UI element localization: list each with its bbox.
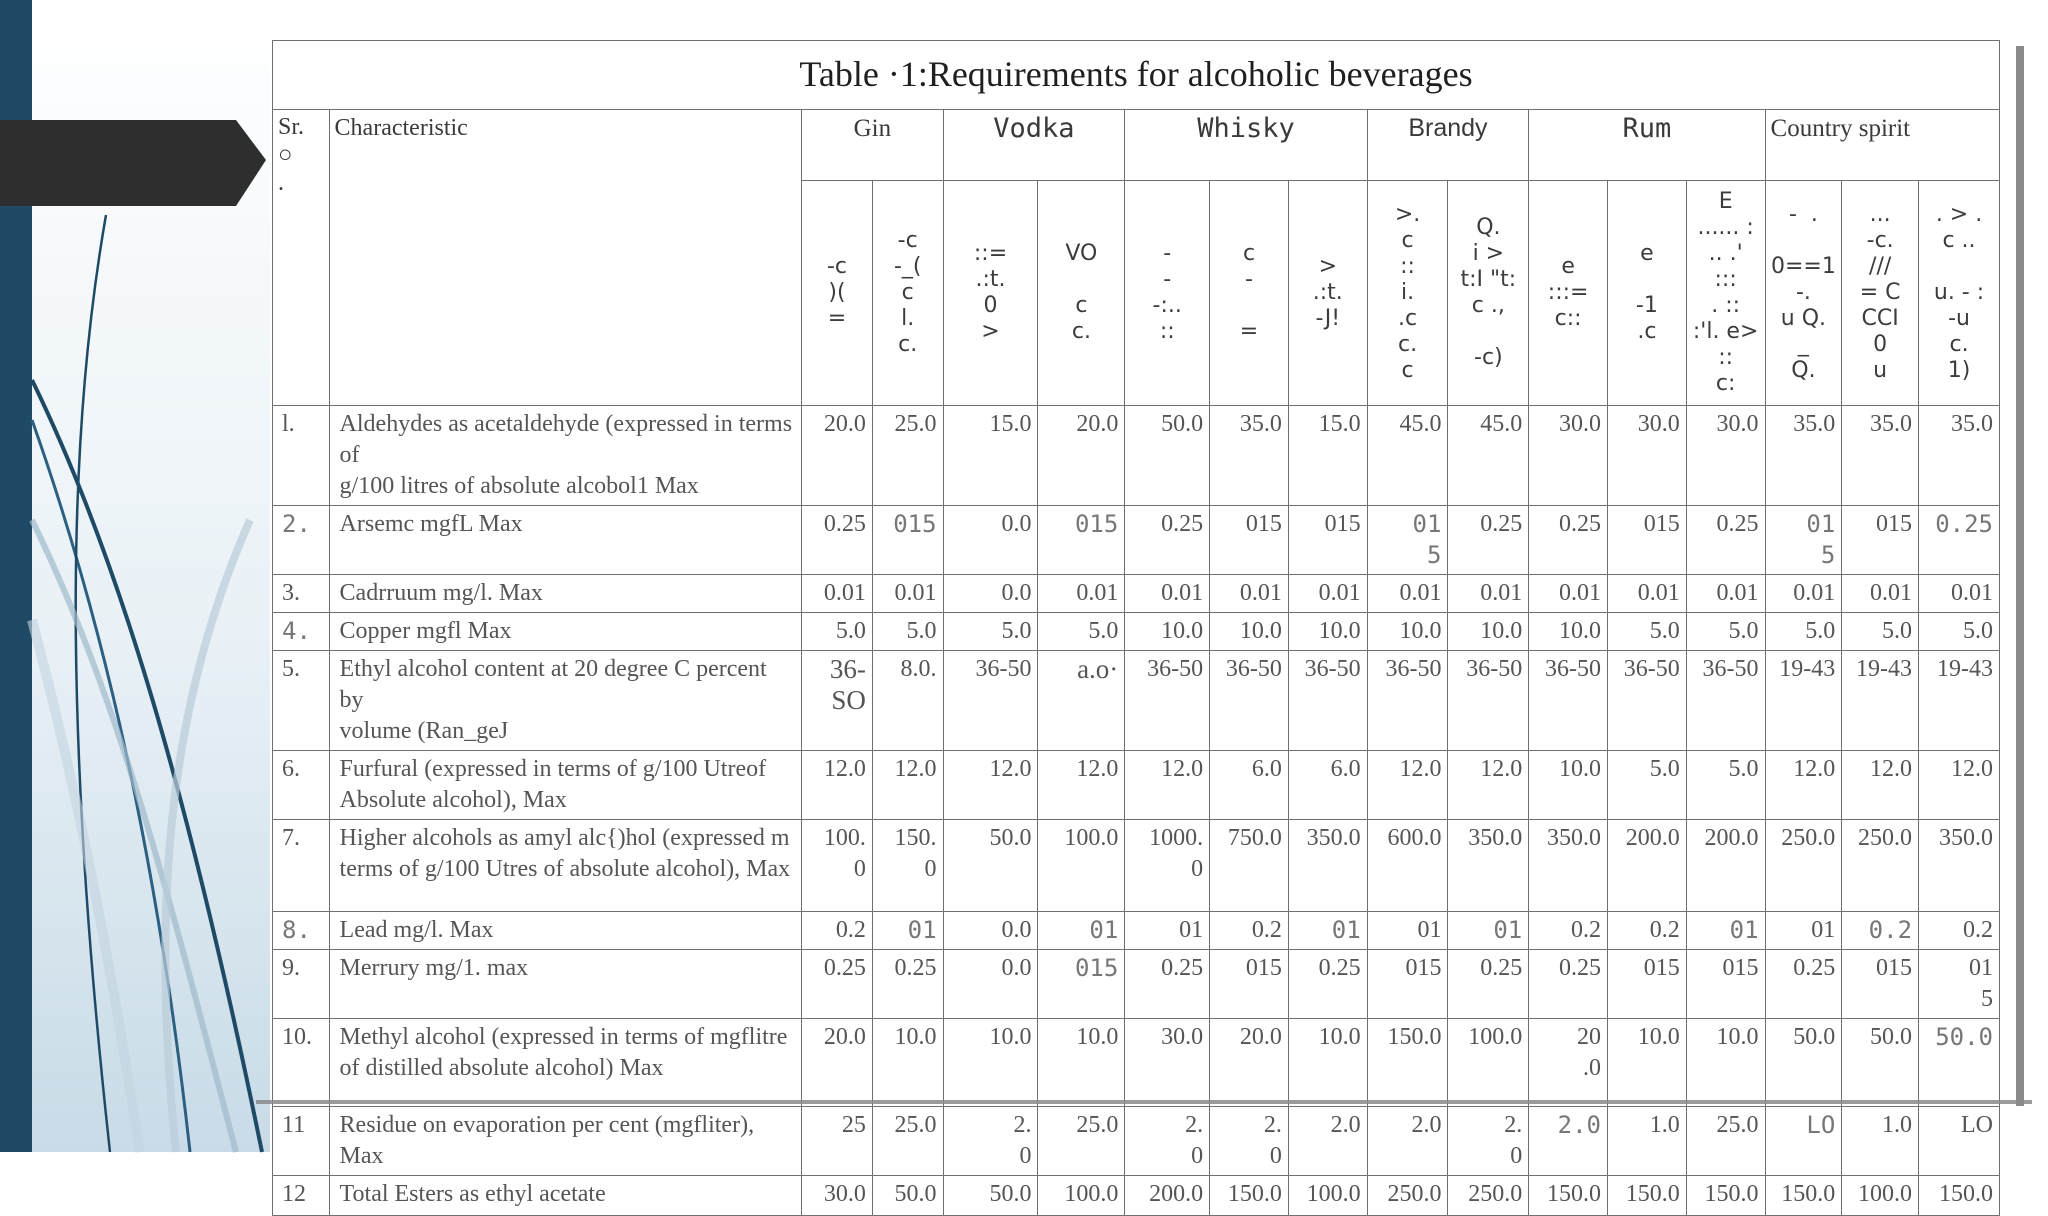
value-cell: 100. 0 [802, 820, 873, 912]
value-cell: 10.0 [1608, 1019, 1687, 1107]
table-row [273, 1176, 2000, 1216]
value-cell: 250.0 [1448, 1176, 1529, 1216]
value-cell: 36-50 [1367, 651, 1448, 751]
value-cell: 20.0 [1038, 406, 1125, 506]
value-cell: 12.0 [1448, 751, 1529, 820]
decorative-swoosh-background [0, 0, 270, 1152]
value-cell: 36-50 [1608, 651, 1687, 751]
grade-subheader: ... -c. /// = C CCI 0 u [1842, 181, 1919, 406]
table-row [273, 1019, 2000, 1107]
value-cell: 8.0. [872, 651, 943, 751]
table-row [273, 406, 2000, 506]
value-cell: 36-50 [1686, 651, 1765, 751]
value-cell: 35.0 [1919, 406, 2000, 506]
value-cell: 0.01 [1765, 575, 1842, 613]
value-cell: 0.01 [1608, 575, 1687, 613]
value-cell: 0.25 [802, 950, 873, 1019]
value-cell: 250.0 [1842, 820, 1919, 912]
serial-number-cell: 4. [273, 613, 330, 651]
value-cell: 12.0 [1919, 751, 2000, 820]
value-cell: 0.01 [1529, 575, 1608, 613]
characteristic-cell: Cadrruum mg/l. Max [329, 575, 802, 613]
value-cell: 0.01 [1842, 575, 1919, 613]
value-cell: 2. 0 [1210, 1107, 1289, 1176]
beverage-group-header: Gin [802, 110, 943, 181]
characteristic-cell: Methyl alcohol (expressed in terms of mgflitre of distilled absolute alcohol) Max [329, 1019, 802, 1107]
table-row [273, 613, 2000, 651]
value-cell: 30.0 [1125, 1019, 1210, 1107]
value-cell: 36- SO [802, 651, 873, 751]
value-cell: 0.25 [1448, 506, 1529, 575]
value-cell: 10.0 [1038, 1019, 1125, 1107]
value-cell: 0.01 [1686, 575, 1765, 613]
value-cell: 36-50 [1448, 651, 1529, 751]
value-cell: 50.0 [943, 1176, 1038, 1216]
value-cell: 10.0 [1367, 613, 1448, 651]
value-cell: 015 [1367, 950, 1448, 1019]
value-cell: 19-43 [1842, 651, 1919, 751]
grade-subheader: -c )( = [802, 181, 873, 406]
value-cell: 12.0 [872, 751, 943, 820]
value-cell: 0.0 [943, 912, 1038, 950]
serial-number-cell: 8. [273, 912, 330, 950]
value-cell: 36-50 [943, 651, 1038, 751]
value-cell: 5.0 [1686, 751, 1765, 820]
grade-subheader: - - -:.. :: [1125, 181, 1210, 406]
grade-subheader: . > . c .. u. - : -u c. 1) [1919, 181, 2000, 406]
value-cell: 0.25 [1529, 506, 1608, 575]
value-cell: 12.0 [802, 751, 873, 820]
value-cell: 1.0 [1608, 1107, 1687, 1176]
serial-number-cell: 6. [273, 751, 330, 820]
value-cell: 0.25 [802, 506, 873, 575]
value-cell: 6.0 [1210, 751, 1289, 820]
value-cell: 5.0 [1842, 613, 1919, 651]
value-cell: 150.0 [1529, 1176, 1608, 1216]
grade-subheader: e :::= c:: [1529, 181, 1608, 406]
beverage-group-header: Whisky [1125, 110, 1367, 181]
value-cell: 350.0 [1288, 820, 1367, 912]
value-cell: 015 [1038, 950, 1125, 1019]
value-cell: 15.0 [1288, 406, 1367, 506]
value-cell: 200.0 [1686, 820, 1765, 912]
beverage-group-header: Vodka [943, 110, 1125, 181]
value-cell: 50.0 [872, 1176, 943, 1216]
characteristic-cell: Lead mg/l. Max [329, 912, 802, 950]
characteristic-cell: Copper mgfl Max [329, 613, 802, 651]
value-cell: 36-50 [1529, 651, 1608, 751]
value-cell: 20.0 [802, 1019, 873, 1107]
table-row [273, 751, 2000, 820]
value-cell: 0.01 [1210, 575, 1289, 613]
value-cell: 30.0 [1686, 406, 1765, 506]
value-cell: 0.01 [1448, 575, 1529, 613]
value-cell: 5.0 [1686, 613, 1765, 651]
value-cell: 150.0 [1608, 1176, 1687, 1216]
value-cell: 01 [1765, 912, 1842, 950]
serial-number-header: Sr. ○ . [273, 110, 330, 406]
value-cell: 5.0 [1919, 613, 2000, 651]
value-cell: 0.25 [1288, 950, 1367, 1019]
value-cell: 2. 0 [943, 1107, 1038, 1176]
value-cell: 0.2 [1210, 912, 1289, 950]
grade-subheader: - . 0==1 -. u Q. _ Q. [1765, 181, 1842, 406]
value-cell: 750.0 [1210, 820, 1289, 912]
value-cell: 0.01 [872, 575, 943, 613]
value-cell: 5.0 [1765, 613, 1842, 651]
value-cell: 6.0 [1288, 751, 1367, 820]
value-cell: 12.0 [1367, 751, 1448, 820]
value-cell: 5.0 [1038, 613, 1125, 651]
characteristic-header: Characteristic [329, 110, 802, 406]
value-cell: 25.0 [872, 1107, 943, 1176]
value-cell: 350.0 [1919, 820, 2000, 912]
value-cell: 015 [1038, 506, 1125, 575]
value-cell: 0.25 [1529, 950, 1608, 1019]
value-cell: 30.0 [802, 1176, 873, 1216]
value-cell: 35.0 [1210, 406, 1289, 506]
value-cell: 10.0 [1529, 613, 1608, 651]
value-cell: 0.25 [1448, 950, 1529, 1019]
value-cell: 01 [1686, 912, 1765, 950]
table-row [273, 1107, 2000, 1176]
value-cell: 50.0 [1842, 1019, 1919, 1107]
characteristic-cell: Total Esters as ethyl acetate [329, 1176, 802, 1216]
value-cell: 25 [802, 1107, 873, 1176]
value-cell: 150. 0 [872, 820, 943, 912]
value-cell: 50.0 [1765, 1019, 1842, 1107]
value-cell: 0.2 [802, 912, 873, 950]
value-cell: 45.0 [1448, 406, 1529, 506]
value-cell: 0.01 [802, 575, 873, 613]
table-row [273, 912, 2000, 950]
table-row [273, 575, 2000, 613]
value-cell: 50.0 [943, 820, 1038, 912]
title-banner [0, 120, 266, 206]
value-cell: 01 [1288, 912, 1367, 950]
value-cell: 100.0 [1448, 1019, 1529, 1107]
value-cell: 250.0 [1765, 820, 1842, 912]
characteristic-cell: Higher alcohols as amyl alc{)hol (expressed m terms of g/100 Utres of absolute alcohol), Max [329, 820, 802, 912]
value-cell: 01 5 [1367, 506, 1448, 575]
serial-number-cell: 2. [273, 506, 330, 575]
table-row [273, 820, 2000, 912]
value-cell: 01 [1038, 912, 1125, 950]
value-cell: 20.0 [802, 406, 873, 506]
grade-subheader: -c -_( c l. c. [872, 181, 943, 406]
characteristic-cell: Ethyl alcohol content at 20 degree C percent by volume (Ran_geJ [329, 651, 802, 751]
value-cell: a.o· [1038, 651, 1125, 751]
value-cell: 015 [1842, 506, 1919, 575]
serial-number-cell: l. [273, 406, 330, 506]
value-cell: 01 [1448, 912, 1529, 950]
value-cell: 10.0 [1686, 1019, 1765, 1107]
serial-number-cell: 5. [273, 651, 330, 751]
grade-subheader: >. c :: i. .c c. c [1367, 181, 1448, 406]
value-cell: 0.25 [1765, 950, 1842, 1019]
value-cell: 12.0 [1038, 751, 1125, 820]
slide-rule-horizontal [256, 1100, 2032, 1104]
value-cell: 15.0 [943, 406, 1038, 506]
value-cell: 10.0 [1448, 613, 1529, 651]
value-cell: 5.0 [1608, 751, 1687, 820]
value-cell: 0.01 [1125, 575, 1210, 613]
beverage-group-header: Brandy [1367, 110, 1529, 181]
grade-subheader: E ...... : .. .' ::: . :: :'l. e> :: c: [1686, 181, 1765, 406]
value-cell: 0.25 [1919, 506, 2000, 575]
value-cell: 0.2 [1919, 912, 2000, 950]
value-cell: 5.0 [943, 613, 1038, 651]
value-cell: 20.0 [1210, 1019, 1289, 1107]
beverage-group-header: Country spirit [1765, 110, 1999, 181]
serial-number-cell: 11 [273, 1107, 330, 1176]
value-cell: 015 [1608, 506, 1687, 575]
value-cell: 015 [872, 506, 943, 575]
value-cell: 20 .0 [1529, 1019, 1608, 1107]
value-cell: LO [1919, 1107, 2000, 1176]
value-cell: 10.0 [1288, 613, 1367, 651]
value-cell: LO [1765, 1107, 1842, 1176]
value-cell: 150.0 [1765, 1176, 1842, 1216]
table-row [273, 651, 2000, 751]
value-cell: 35.0 [1765, 406, 1842, 506]
grade-subheader: Q. i > t:I "t: c ., -c) [1448, 181, 1529, 406]
value-cell: 150.0 [1367, 1019, 1448, 1107]
value-cell: 015 [1210, 950, 1289, 1019]
grade-subheader: > .:t. -J! [1288, 181, 1367, 406]
value-cell: 2.0 [1367, 1107, 1448, 1176]
value-cell: 01 [872, 912, 943, 950]
value-cell: 0.25 [1125, 506, 1210, 575]
value-cell: 0.25 [1125, 950, 1210, 1019]
serial-number-cell: 7. [273, 820, 330, 912]
value-cell: 0.2 [1529, 912, 1608, 950]
value-cell: 2. 0 [1125, 1107, 1210, 1176]
value-cell: 150.0 [1686, 1176, 1765, 1216]
grade-subheader: e -1 .c [1608, 181, 1687, 406]
value-cell: 100.0 [1038, 1176, 1125, 1216]
table-row [273, 506, 2000, 575]
value-cell: 100.0 [1038, 820, 1125, 912]
serial-number-cell: 10. [273, 1019, 330, 1107]
value-cell: 015 [1210, 506, 1289, 575]
serial-number-cell: 3. [273, 575, 330, 613]
table-title: Table ·1:Requirements for alcoholic beverages [273, 41, 2000, 110]
value-cell: 0.0 [943, 575, 1038, 613]
value-cell: 30.0 [1608, 406, 1687, 506]
value-cell: 01 [1125, 912, 1210, 950]
value-cell: 30.0 [1529, 406, 1608, 506]
value-cell: 01 5 [1765, 506, 1842, 575]
grade-subheader: VO c c. [1038, 181, 1125, 406]
value-cell: 150.0 [1919, 1176, 2000, 1216]
characteristic-cell: Aldehydes as acetaldehyde (expressed in terms of g/100 litres of absolute alcobol1 Max [329, 406, 802, 506]
value-cell: 5.0 [1608, 613, 1687, 651]
value-cell: 12.0 [1842, 751, 1919, 820]
document-page [272, 40, 2000, 1207]
value-cell: 12.0 [943, 751, 1038, 820]
value-cell: 5.0 [802, 613, 873, 651]
value-cell: 2.0 [1288, 1107, 1367, 1176]
value-cell: 250.0 [1367, 1176, 1448, 1216]
value-cell: 0.01 [1288, 575, 1367, 613]
requirements-table [272, 40, 2000, 1216]
value-cell: 10.0 [1529, 751, 1608, 820]
value-cell: 2. 0 [1448, 1107, 1529, 1176]
value-cell: 0.01 [1919, 575, 2000, 613]
grade-subheader: c - = [1210, 181, 1289, 406]
value-cell: 36-50 [1125, 651, 1210, 751]
value-cell: 015 [1608, 950, 1687, 1019]
value-cell: 0.01 [1367, 575, 1448, 613]
serial-number-cell: 12 [273, 1176, 330, 1216]
value-cell: 12.0 [1125, 751, 1210, 820]
value-cell: 25.0 [1686, 1107, 1765, 1176]
value-cell: 0.2 [1608, 912, 1687, 950]
value-cell: 35.0 [1842, 406, 1919, 506]
table-row [273, 950, 2000, 1019]
value-cell: 36-50 [1288, 651, 1367, 751]
characteristic-cell: Residue on evaporation per cent (mgfliter), Max [329, 1107, 802, 1176]
value-cell: 100.0 [1288, 1176, 1367, 1216]
value-cell: 19-43 [1919, 651, 2000, 751]
serial-number-cell: 9. [273, 950, 330, 1019]
value-cell: 10.0 [1210, 613, 1289, 651]
value-cell: 0.0 [943, 950, 1038, 1019]
value-cell: 50.0 [1919, 1019, 2000, 1107]
value-cell: 0.25 [1686, 506, 1765, 575]
value-cell: 350.0 [1448, 820, 1529, 912]
value-cell: 50.0 [1125, 406, 1210, 506]
value-cell: 015 [1686, 950, 1765, 1019]
value-cell: 0.25 [872, 950, 943, 1019]
value-cell: 0.0 [943, 506, 1038, 575]
value-cell: 200.0 [1125, 1176, 1210, 1216]
value-cell: 10.0 [872, 1019, 943, 1107]
value-cell: 10.0 [1288, 1019, 1367, 1107]
value-cell: 01 5 [1919, 950, 2000, 1019]
beverage-group-header: Rum [1529, 110, 1765, 181]
value-cell: 25.0 [872, 406, 943, 506]
value-cell: 12.0 [1765, 751, 1842, 820]
value-cell: 200.0 [1608, 820, 1687, 912]
value-cell: 1000. 0 [1125, 820, 1210, 912]
value-cell: 5.0 [872, 613, 943, 651]
value-cell: 25.0 [1038, 1107, 1125, 1176]
value-cell: 150.0 [1210, 1176, 1289, 1216]
value-cell: 0.01 [1038, 575, 1125, 613]
value-cell: 01 [1367, 912, 1448, 950]
value-cell: 015 [1842, 950, 1919, 1019]
grade-subheader: ::= .:t. 0 > [943, 181, 1038, 406]
characteristic-cell: Arsemc mgfL Max [329, 506, 802, 575]
value-cell: 1.0 [1842, 1107, 1919, 1176]
value-cell: 45.0 [1367, 406, 1448, 506]
value-cell: 19-43 [1765, 651, 1842, 751]
value-cell: 015 [1288, 506, 1367, 575]
characteristic-cell: Merrury mg/1. max [329, 950, 802, 1019]
value-cell: 2.0 [1529, 1107, 1608, 1176]
value-cell: 600.0 [1367, 820, 1448, 912]
slide-rule-vertical [2016, 46, 2024, 1106]
value-cell: 0.2 [1842, 912, 1919, 950]
value-cell: 350.0 [1529, 820, 1608, 912]
value-cell: 10.0 [943, 1019, 1038, 1107]
value-cell: 36-50 [1210, 651, 1289, 751]
value-cell: 10.0 [1125, 613, 1210, 651]
value-cell: 100.0 [1842, 1176, 1919, 1216]
characteristic-cell: Furfural (expressed in terms of g/100 Utreof Absolute alcohol), Max [329, 751, 802, 820]
